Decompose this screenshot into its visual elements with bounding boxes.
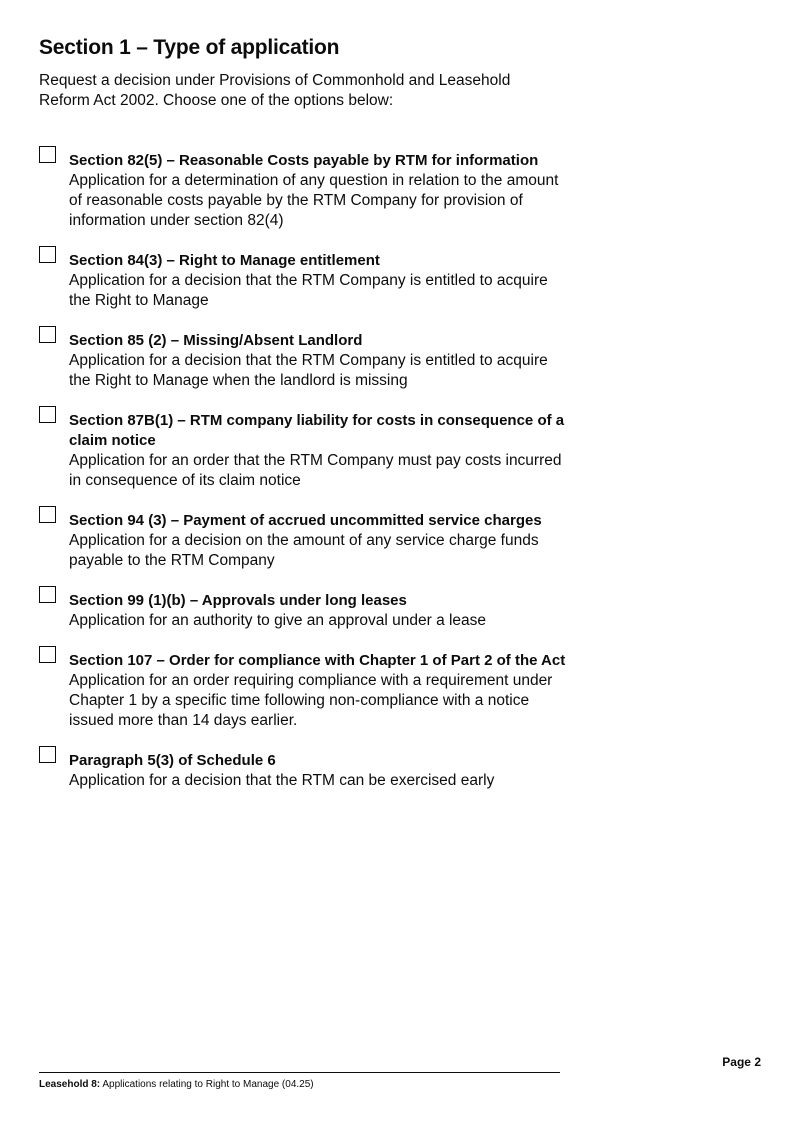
option-title: Section 99 (1)(b) – Approvals under long leases: [69, 592, 407, 609]
page-number: Page 2: [722, 1055, 761, 1069]
option-description: Application for a decision that the RTM can be exercised early: [69, 772, 495, 789]
checkbox-section-107[interactable]: [39, 646, 56, 663]
checkbox-section-84-3[interactable]: [39, 246, 56, 263]
footer-divider: [39, 1072, 560, 1073]
option-title: Section 84(3) – Right to Manage entitlement: [69, 252, 380, 269]
checkbox-section-82-5[interactable]: [39, 146, 56, 163]
option-section-84-3: [39, 246, 569, 311]
checkbox-section-85-2[interactable]: [39, 326, 56, 343]
section-heading: Section 1 – Type of application: [39, 36, 340, 59]
option-title: Section 107 – Order for compliance with Chapter 1 of Part 2 of the Act: [69, 652, 566, 669]
option-section-87b-1: [39, 406, 569, 491]
checkbox-section-87b-1[interactable]: [39, 406, 56, 423]
option-title: Section 85 (2) – Missing/Absent Landlord: [69, 332, 363, 349]
option-title: Section 94 (3) – Payment of accrued uncommitted service charges: [69, 512, 542, 529]
option-description: Application for an order that the RTM Company must pay costs incurred in consequence of its claim notice: [69, 452, 562, 489]
option-title: Section 82(5) – Reasonable Costs payable by RTM for information: [69, 152, 539, 169]
option-section-99-1b: [39, 586, 569, 631]
application-type-options: [39, 146, 569, 806]
option-description: Application for a decision that the RTM Company is entitled to acquire the Right to Manage: [69, 272, 548, 309]
option-description: Application for a decision that the RTM Company is entitled to acquire the Right to Manage when the landlord is missing: [69, 352, 548, 389]
option-section-107: [39, 646, 569, 731]
option-title: Section 87B(1) – RTM company liability for costs in consequence of a claim notice: [69, 412, 565, 449]
option-description: Application for an order requiring compliance with a requirement under Chapter 1 by a specific time following non-compliance with a notice issued more than 14 days earlier.: [69, 672, 553, 729]
checkbox-section-94-3[interactable]: [39, 506, 56, 523]
option-title: Paragraph 5(3) of Schedule 6: [69, 752, 276, 769]
option-section-82-5: [39, 146, 569, 231]
option-description: Application for a determination of any question in relation to the amount of reasonable costs payable by the RTM Company for provision of information under section 82(4): [69, 172, 559, 229]
footer-form-reference: [39, 1079, 314, 1090]
option-description: Application for a decision on the amount of any service charge funds payable to the RTM Company: [69, 532, 539, 569]
option-paragraph-5-3: [39, 746, 569, 791]
checkbox-section-99-1b[interactable]: [39, 586, 56, 603]
footer-form-code: Leasehold 8:: [39, 1079, 101, 1090]
checkbox-paragraph-5-3[interactable]: [39, 746, 56, 763]
section-intro: Request a decision under Provisions of Commonhold and Leasehold Reform Act 2002. Choose one of the options below:: [39, 72, 511, 109]
footer-form-title: Applications relating to Right to Manage (04.25): [102, 1079, 314, 1090]
option-section-94-3: [39, 506, 569, 571]
option-description: Application for an authority to give an approval under a lease: [69, 612, 487, 629]
option-section-85-2: [39, 326, 569, 391]
